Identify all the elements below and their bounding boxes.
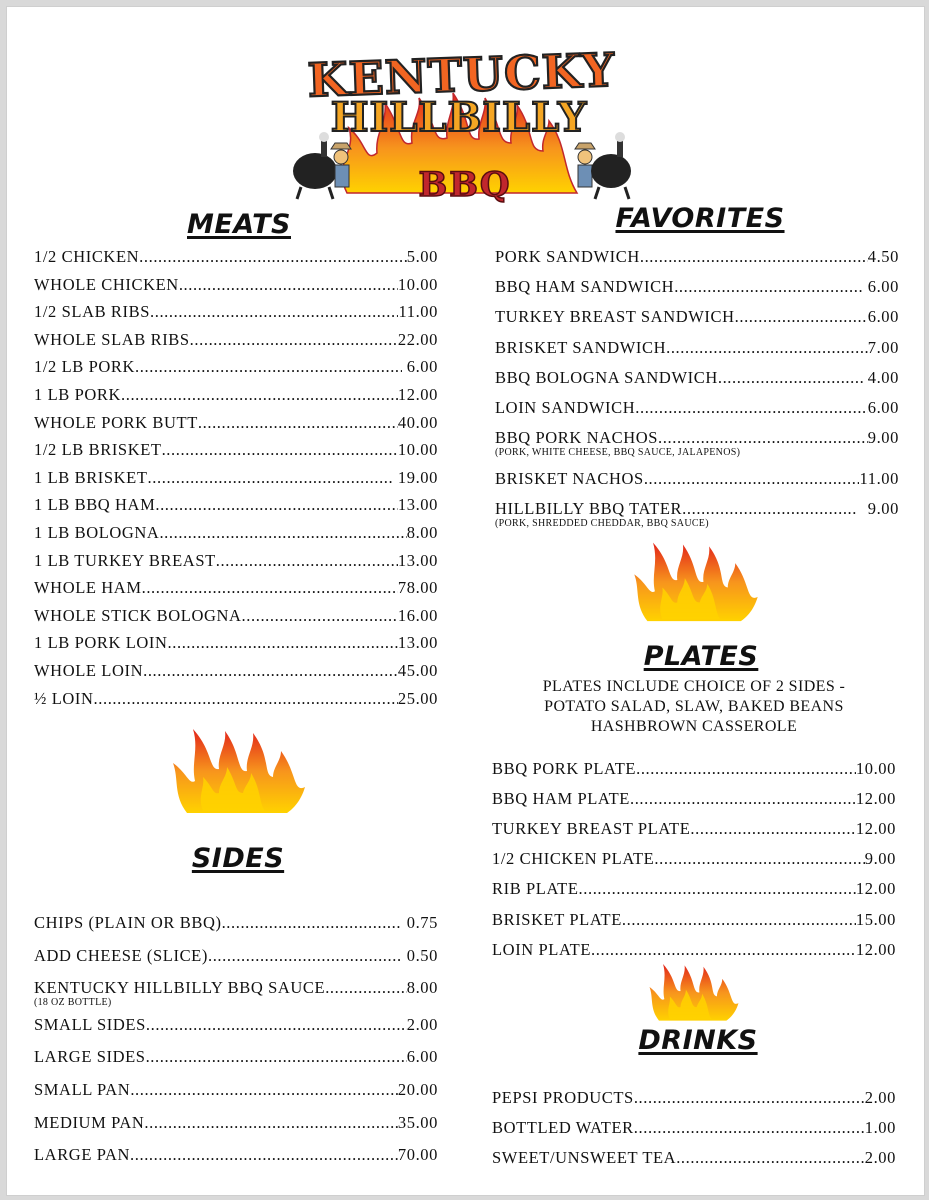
menu-item-name: 1/2 SLAB RIBS — [34, 302, 150, 322]
menu-item-price: 2.00 — [864, 1148, 896, 1168]
leader-dots — [146, 1047, 407, 1067]
plates-subtitle-line: POTATO SALAD, SLAW, BAKED BEANS — [544, 698, 844, 715]
menu-item-price: 6.00 — [863, 277, 899, 297]
menu-item — [34, 440, 438, 460]
menu-item — [34, 633, 438, 653]
menu-item-price: 13.00 — [397, 633, 438, 653]
menu-item — [495, 398, 899, 418]
menu-item-price: 6.00 — [406, 1047, 438, 1067]
menu-item-price: 2.00 — [406, 1014, 438, 1034]
menu-item-name: 1 LB PORK LOIN — [34, 633, 168, 653]
menu-item-name: WHOLE PORK BUTT — [34, 412, 198, 432]
menu-item — [492, 1088, 896, 1108]
menu-item-price: 22.00 — [397, 329, 438, 349]
menu-item — [492, 1148, 896, 1168]
menu-item-name: 1 LB BOLOGNA — [34, 523, 160, 542]
menu-item-price: 6.00 — [867, 398, 899, 417]
leader-dots — [658, 428, 868, 448]
plates-subtitle-line: HASHBROWN CASSEROLE — [590, 718, 798, 735]
menu-item — [495, 469, 899, 489]
plates-subtitle — [509, 677, 879, 737]
menu-item-price: 10.00 — [855, 759, 896, 778]
leader-dots — [674, 277, 863, 297]
leader-dots — [690, 819, 855, 839]
menu-item — [34, 1047, 438, 1067]
menu-item-price: 0.50 — [402, 945, 438, 965]
leader-dots — [155, 495, 398, 515]
menu-item — [34, 523, 438, 543]
leader-dots — [142, 578, 398, 598]
leader-dots — [634, 1088, 865, 1108]
menu-item-name: SMALL PAN — [34, 1080, 131, 1099]
menu-item-price: 1.00 — [864, 1118, 896, 1138]
menu-item — [492, 819, 896, 839]
leader-dots — [135, 357, 402, 377]
menu-item-name: WHOLE STICK BOLOGNA — [34, 605, 242, 625]
leader-dots — [139, 247, 407, 267]
menu-item-price: 4.00 — [863, 367, 899, 387]
plates-heading: PLATES — [643, 641, 759, 672]
menu-item-price: 0.75 — [402, 913, 438, 932]
menu-item-price: 5.00 — [406, 247, 438, 266]
menu-item — [34, 1080, 438, 1100]
menu-item-price: 70.00 — [397, 1145, 438, 1165]
smoker-grill-icon — [293, 132, 351, 199]
leader-dots — [150, 302, 398, 322]
menu-item-name: ½ LOIN — [34, 688, 94, 708]
leader-dots — [666, 338, 868, 358]
leader-dots — [735, 307, 868, 327]
menu-item-price: 78.00 — [397, 578, 438, 598]
menu-item-price: 6.00 — [402, 357, 438, 377]
menu-item-name: SWEET/UNSWEET TEA — [492, 1148, 677, 1168]
menu-item-name: LOIN SANDWICH — [495, 398, 636, 417]
favorites-heading: FAVORITES — [615, 203, 785, 234]
logo — [287, 43, 637, 203]
menu-item — [492, 879, 896, 899]
leader-dots — [216, 551, 398, 571]
menu-item — [34, 495, 438, 515]
menu-item-name: CHIPS (PLAIN OR BBQ) — [34, 913, 222, 932]
leader-dots — [162, 440, 398, 460]
leader-dots — [640, 247, 868, 267]
menu-item-name: MEDIUM PAN — [34, 1112, 145, 1132]
menu-item — [34, 1145, 438, 1165]
menu-item — [34, 275, 438, 295]
menu-item — [495, 338, 899, 358]
menu-item — [34, 413, 438, 433]
leader-dots — [143, 661, 398, 681]
leader-dots — [94, 689, 398, 709]
menu-item — [492, 1118, 896, 1138]
menu-item-name: WHOLE SLAB RIBS — [34, 329, 190, 349]
menu-item-name: 1/2 LB PORK — [34, 357, 136, 377]
menu-item-price: 45.00 — [397, 661, 438, 680]
leader-dots — [179, 275, 398, 295]
menu-item-price: 9.00 — [867, 428, 899, 448]
menu-item-name: WHOLE LOIN — [34, 661, 144, 680]
menu-item-price: 12.00 — [855, 789, 896, 809]
menu-item — [492, 849, 896, 869]
menu-item — [495, 247, 899, 267]
menu-item-price: 12.00 — [855, 819, 896, 839]
leader-dots — [242, 606, 398, 626]
menu-item — [34, 661, 438, 681]
menu-item-name: BBQ BOLOGNA SANDWICH — [495, 367, 718, 387]
menu-item — [34, 1015, 438, 1035]
menu-item-name: RIB PLATE — [492, 879, 579, 899]
menu-item-name: BBQ PORK PLATE — [492, 759, 637, 778]
menu-item-name: SMALL SIDES — [34, 1014, 146, 1034]
menu-item — [34, 302, 438, 322]
menu-item-price: 12.00 — [855, 939, 896, 959]
menu-item-name: BRISKET NACHOS — [495, 468, 644, 488]
menu-item-name: KENTUCKY HILLBILLY BBQ SAUCE — [34, 978, 326, 998]
menu-item — [492, 759, 896, 779]
menu-item-price: 40.00 — [397, 412, 438, 432]
leader-dots — [148, 468, 394, 488]
menu-item-price: 11.00 — [398, 302, 438, 322]
menu-item-price: 2.00 — [864, 1088, 896, 1107]
menu-item-price: 7.00 — [867, 337, 899, 357]
menu-item-name: TURKEY BREAST PLATE — [492, 819, 691, 839]
leader-dots — [144, 1113, 398, 1133]
leader-dots — [622, 910, 856, 930]
menu-item — [492, 789, 896, 809]
menu-item — [495, 368, 899, 388]
menu-item-price: 8.00 — [406, 523, 438, 542]
menu-item-price: 12.00 — [397, 385, 438, 404]
flame-icon — [645, 960, 743, 1022]
menu-item-price: 13.00 — [397, 550, 438, 570]
menu-item-name: BRISKET PLATE — [492, 909, 622, 929]
menu-item-name: 1/2 CHICKEN — [34, 247, 140, 266]
menu-item-price: 25.00 — [397, 688, 438, 708]
menu-item-name: BBQ HAM SANDWICH — [495, 277, 675, 297]
menu-item — [495, 307, 899, 327]
menu-item-name: BOTTLED WATER — [492, 1118, 634, 1138]
menu-item-name: 1 LB BRISKET — [34, 467, 148, 487]
menu-item — [34, 946, 438, 966]
flame-icon — [169, 723, 309, 815]
menu-item-name: LARGE PAN — [34, 1145, 131, 1165]
menu-item — [34, 978, 438, 998]
leader-dots — [630, 789, 856, 809]
leader-dots — [682, 499, 858, 519]
smoker-grill-icon — [575, 132, 631, 199]
leader-dots — [168, 633, 398, 653]
leader-dots — [591, 940, 856, 960]
menu-item-name: 1/2 CHICKEN PLATE — [492, 849, 655, 869]
menu-item-price: 10.00 — [397, 274, 438, 294]
menu-item-note: (18 OZ BOTTLE) — [34, 997, 112, 1009]
menu-item-name: BBQ HAM PLATE — [492, 789, 630, 809]
menu-item-price: 10.00 — [397, 440, 438, 460]
menu-item-name: 1 LB TURKEY BREAST — [34, 550, 216, 570]
menu-page — [6, 6, 925, 1196]
menu-item — [495, 428, 899, 448]
menu-item — [34, 357, 438, 377]
leader-dots — [198, 413, 398, 433]
menu-item-name: HILLBILLY BBQ TATER — [495, 498, 683, 518]
menu-item-name: 1 LB BBQ HAM — [34, 495, 156, 515]
menu-item — [34, 247, 438, 267]
menu-item-price: 8.00 — [406, 978, 438, 998]
menu-item — [34, 385, 438, 405]
menu-item-name: PEPSI PRODUCTS — [492, 1088, 634, 1107]
leader-dots — [644, 469, 860, 489]
leader-dots — [121, 385, 398, 405]
menu-item-note: (PORK, WHITE CHEESE, BBQ SAUCE, JALAPENOS) — [495, 447, 741, 459]
menu-item-price: 6.00 — [867, 307, 899, 327]
menu-item-price: 16.00 — [397, 605, 438, 625]
leader-dots — [159, 523, 406, 543]
menu-item-price: 9.00 — [858, 498, 899, 518]
menu-item-name: LARGE SIDES — [34, 1047, 146, 1067]
menu-item — [492, 940, 896, 960]
leader-dots — [635, 398, 867, 418]
menu-item — [495, 499, 899, 519]
menu-item-price: 12.00 — [855, 879, 896, 899]
plates-subtitle-line: PLATES INCLUDE CHOICE OF 2 SIDES - — [542, 678, 846, 695]
menu-item-name: BBQ PORK NACHOS — [495, 428, 659, 448]
menu-item — [34, 606, 438, 626]
menu-item-name: 1/2 LB BRISKET — [34, 440, 162, 460]
leader-dots — [130, 1080, 398, 1100]
menu-item-price: 35.00 — [397, 1112, 438, 1132]
menu-item-price: 20.00 — [397, 1080, 438, 1099]
leader-dots — [654, 849, 864, 869]
leader-dots — [634, 1118, 865, 1138]
menu-item-name: TURKEY BREAST SANDWICH — [495, 307, 735, 327]
menu-item — [492, 910, 896, 930]
meats-heading: MEATS — [187, 209, 291, 240]
menu-item-name: BRISKET SANDWICH — [495, 337, 667, 357]
menu-item-name: WHOLE HAM — [34, 578, 142, 598]
menu-item-name: 1 LB PORK — [34, 385, 121, 404]
leader-dots — [325, 978, 407, 998]
menu-item-price: 19.00 — [393, 467, 438, 487]
flame-icon — [627, 537, 765, 623]
menu-item — [34, 1113, 438, 1133]
menu-item-name: WHOLE CHICKEN — [34, 274, 179, 294]
sides-heading: SIDES — [191, 843, 285, 874]
menu-item-price: 13.00 — [397, 495, 438, 515]
leader-dots — [579, 879, 856, 899]
leader-dots — [130, 1145, 398, 1165]
menu-item — [34, 913, 438, 933]
menu-item-name: PORK SANDWICH — [495, 247, 640, 266]
menu-item — [34, 689, 438, 709]
leader-dots — [146, 1015, 407, 1035]
menu-item-price: 15.00 — [855, 909, 896, 929]
menu-item — [34, 578, 438, 598]
logo-line1: KENTUCKY — [306, 43, 617, 108]
leader-dots — [718, 368, 863, 388]
leader-dots — [222, 913, 402, 933]
menu-item — [495, 277, 899, 297]
drinks-heading: DRINKS — [638, 1025, 758, 1056]
logo-line2: HILLBILLY — [330, 94, 588, 141]
leader-dots — [208, 946, 402, 966]
menu-item-price: 4.50 — [867, 247, 899, 266]
menu-item — [34, 330, 438, 350]
menu-item-price: 11.00 — [859, 468, 899, 488]
menu-item-name: LOIN PLATE — [492, 939, 592, 959]
menu-item-note: (PORK, SHREDDED CHEDDAR, BBQ SAUCE) — [495, 517, 709, 529]
menu-item-name: ADD CHEESE (SLICE) — [34, 945, 208, 965]
logo-line3: BBQ — [418, 165, 512, 203]
leader-dots — [676, 1148, 865, 1168]
menu-item — [34, 551, 438, 571]
menu-item — [34, 468, 438, 488]
menu-item-price: 9.00 — [864, 849, 896, 869]
leader-dots — [636, 759, 856, 779]
leader-dots — [190, 330, 398, 350]
